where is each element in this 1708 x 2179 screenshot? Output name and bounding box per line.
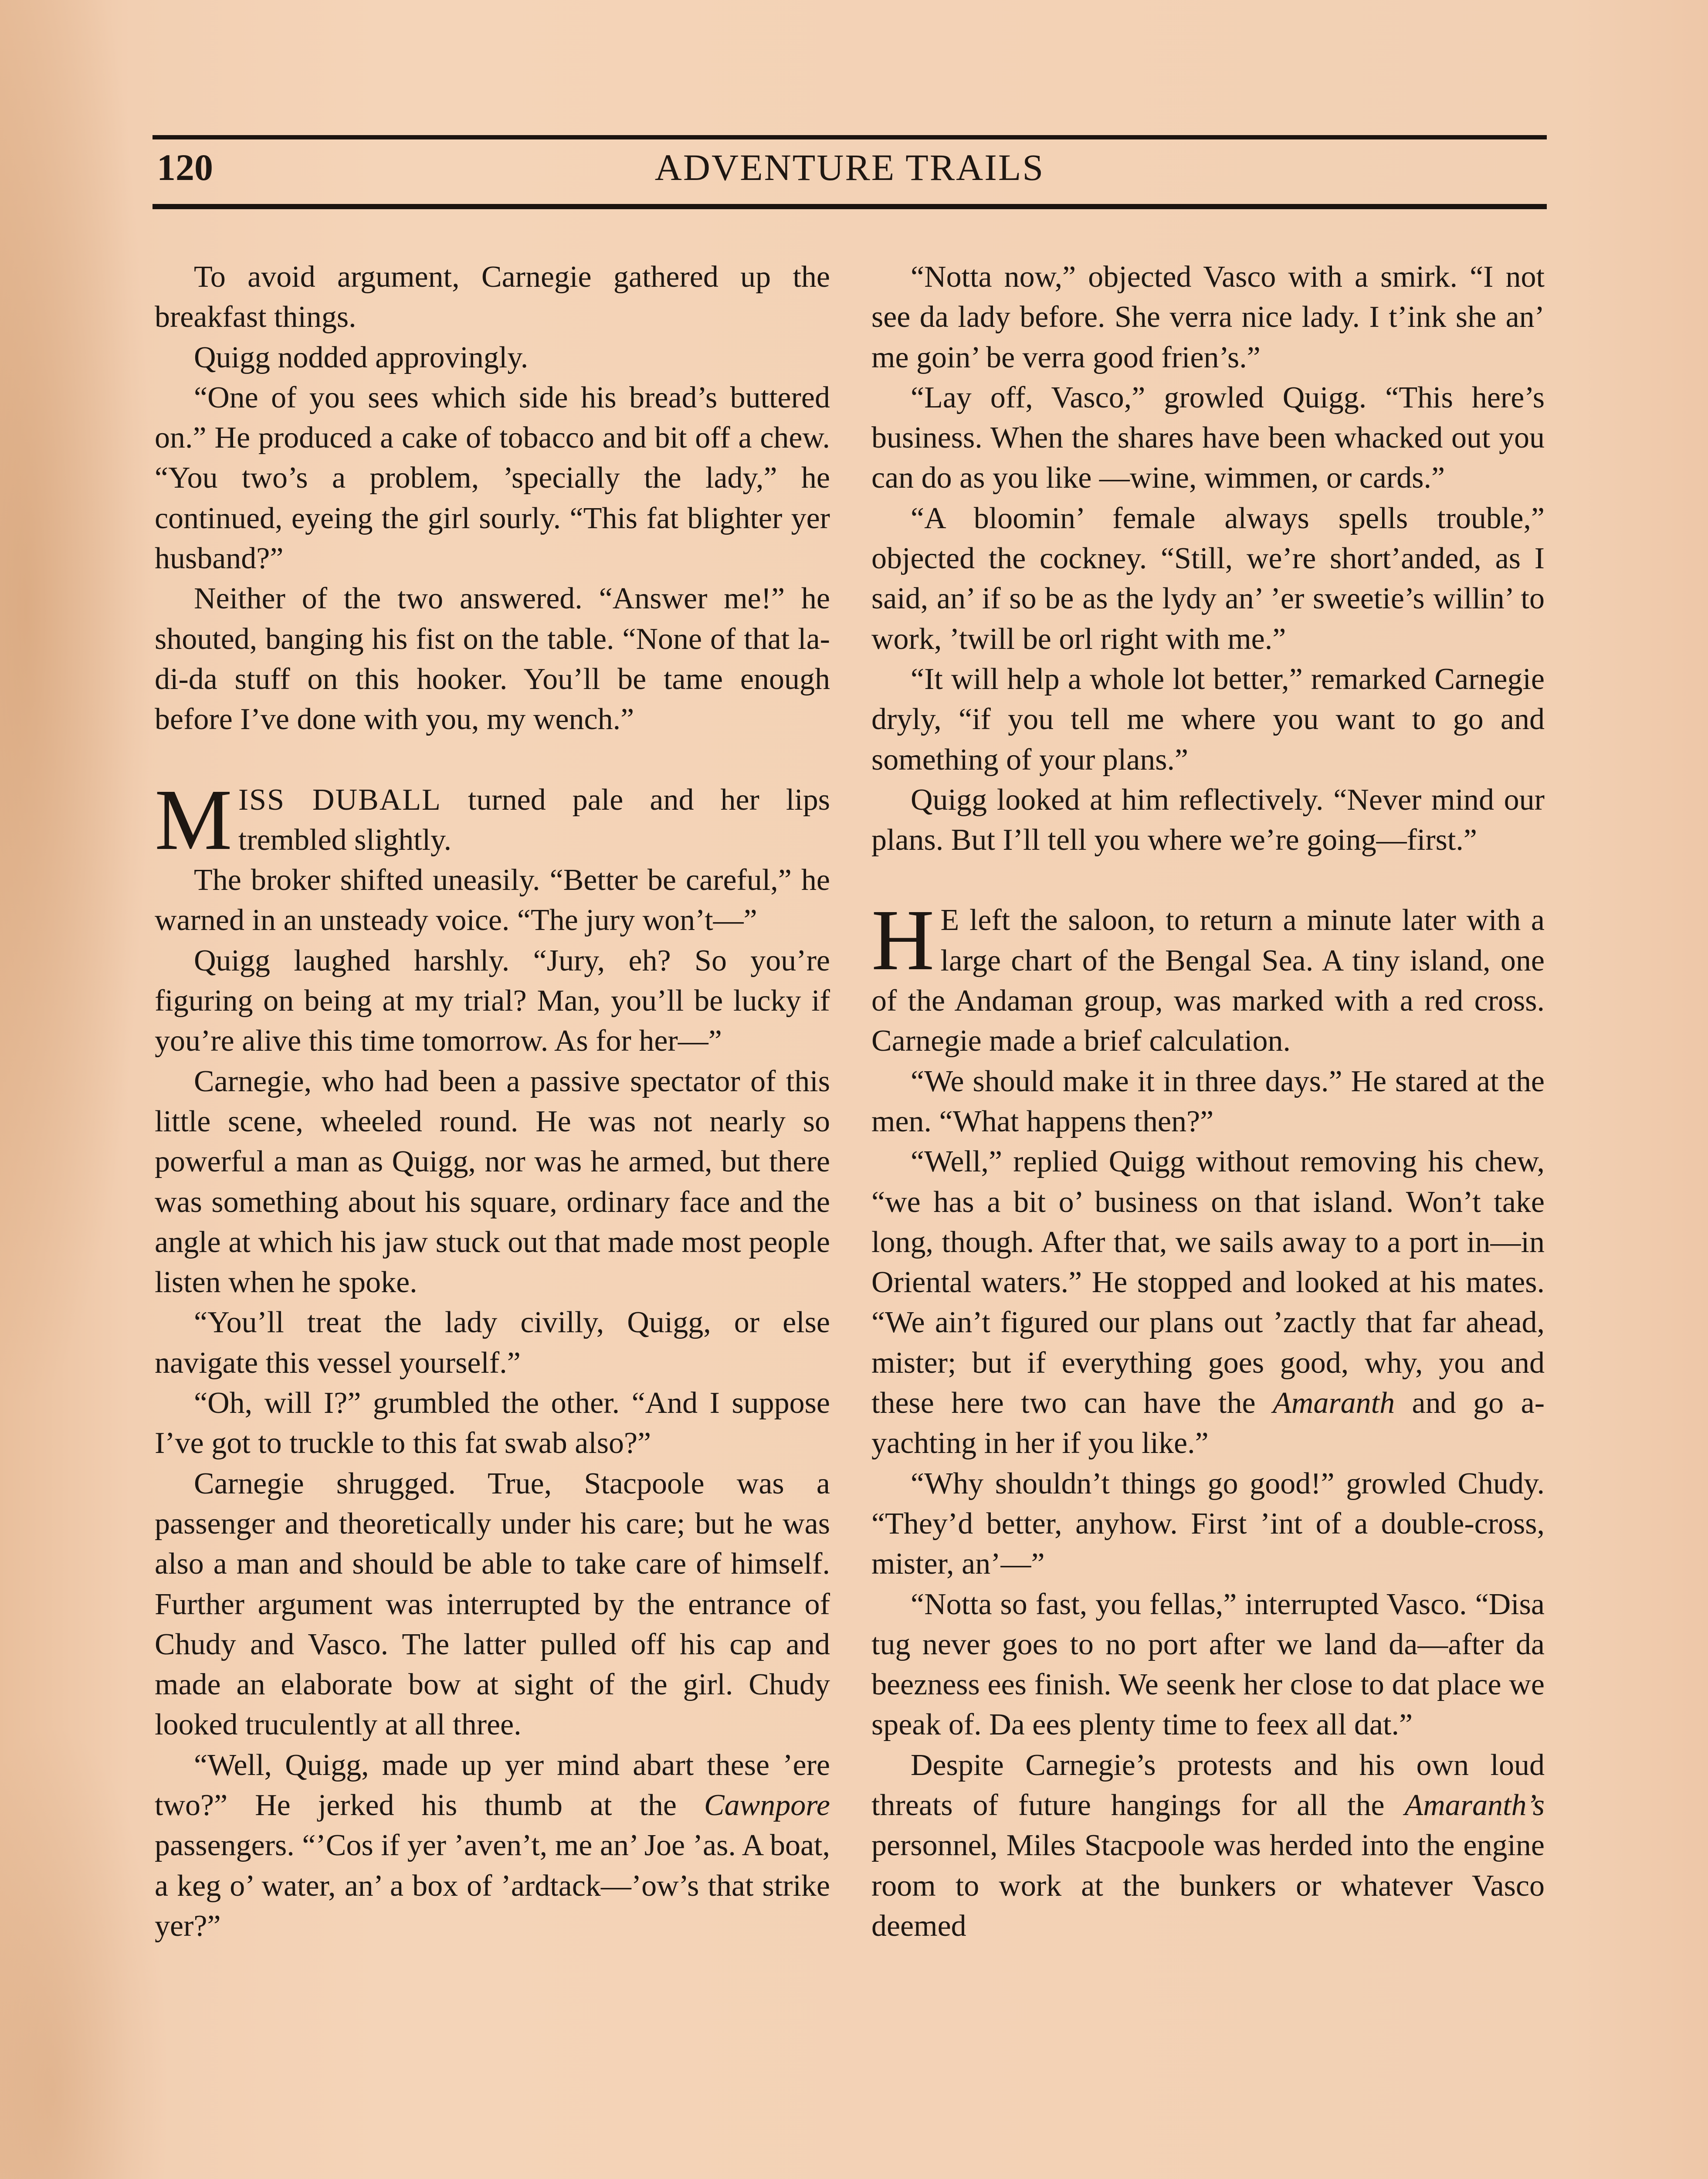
paragraph-text: E left the saloon, to return a minute later with a large chart of the Bengal Sea. A tiny island, one of the Andaman group, was marked with a red cross. Carnegie made a brief calculation.	[871, 903, 1545, 1058]
paragraph-text: “Well, Quigg, made up yer mind abart these ’ere two?” He jerked his thumb at the	[155, 1748, 830, 1822]
header-rule-bottom	[152, 204, 1547, 209]
paragraph-text: personnel, Miles Stacpoole was herded into the engine room to work at the bunkers or whatever Vasco deemed	[871, 1829, 1545, 1943]
drop-cap: M	[155, 771, 232, 868]
paragraph	[871, 1745, 1545, 1946]
section-opening-paragraph	[155, 771, 830, 868]
paragraph	[155, 1745, 830, 1946]
paragraph: “Notta now,” objected Vasco with a smirk. “I not see da lady before. She verra nice lady. I t’ink she an’ me goin’ be verra good frien’s.”	[871, 260, 1545, 374]
paragraph: “It will help a whole lot better,” remarked Carnegie dryly, “if you tell me where you want to go and something of your plans.”	[871, 662, 1545, 777]
paragraph: Quigg nodded approvingly.	[194, 340, 529, 374]
paragraph-text: and go a-yachting in her if you like.”	[871, 1386, 1545, 1460]
paragraph: “Oh, will I?” grumbled the other. “And I suppose I’ve got to truckle to this fat swab also?”	[155, 1386, 830, 1460]
paragraph: To avoid argument, Carnegie gathered up the breakfast things.	[155, 260, 830, 334]
section-opening-paragraph	[871, 892, 1545, 1061]
paragraph: Quigg laughed harshly. “Jury, eh? So you’re figuring on being at my trial? Man, you’ll be lucky if you’re alive this time tomorrow. As for her—”	[155, 944, 830, 1058]
ship-name-italic: Cawnpore	[704, 1788, 830, 1822]
section-break	[871, 860, 1545, 900]
right-column	[871, 257, 1545, 1946]
paragraph: Neither of the two answered. “Answer me!” he shouted, banging his fist on the table. “None of that la-di-da stuff on this hooker. You’ll be tame enough before I’ve done with you, my wench.”	[155, 582, 830, 737]
page-header	[152, 144, 1547, 196]
page-number: 120	[157, 146, 213, 188]
paragraph: “Lay off, Vasco,” growled Quigg. “This here’s business. When the shares have been whacked out you can do as you like —wine, wimmen, or cards.”	[871, 380, 1545, 495]
header-rule-top	[152, 135, 1547, 139]
small-caps-lead: ISS DUBALL	[238, 783, 441, 817]
section-break	[155, 740, 830, 780]
paragraph: “You’ll treat the lady civilly, Quigg, or else navigate this vessel yourself.”	[155, 1306, 830, 1380]
paragraph: “Notta so fast, you fellas,” interrupted Vasco. “Disa tug never goes to no port after we land da—after da beezness ees finish. We seenk her close to dat place we speak of. Da ees plenty time to feex all dat.”	[871, 1587, 1545, 1742]
paragraph: “A bloomin’ female always spells trouble,” objected the cockney. “Still, we’re short’anded, as I said, an’ if so be as the lydy an’ ’er sweetie’s willin’ to work, ’twill be orl right with me.”	[871, 501, 1545, 656]
paragraph: “Why shouldn’t things go good!” growled Chudy. “They’d better, anyhow. First ’int of a double-cross, mister, an’—”	[871, 1466, 1545, 1581]
paragraph-text: Despite Carnegie’s protests and his own loud threats of future hangings for all the	[871, 1748, 1545, 1822]
ship-name-italic: Amaranth’s	[1404, 1788, 1545, 1822]
paragraph: Quigg looked at him reflectively. “Never mind our plans. But I’ll tell you where we’re going—first.”	[871, 783, 1545, 857]
paragraph-text: turned pale and her lips trembled slightly.	[238, 783, 830, 857]
paragraph-text: passengers. “’Cos if yer ’aven’t, me an’ Joe ’as. A boat, a keg o’ water, an’ a box of ’ardtack—’ow’s that strike yer?”	[155, 1829, 830, 1943]
paragraph: “We should make it in three days.” He stared at the men. “What happens then?”	[871, 1064, 1545, 1138]
paragraph: Carnegie, who had been a passive spectator of this little scene, wheeled round. He was not nearly so powerful a man as Quigg, nor was he armed, but there was something about his square, ordinary face and the angle at which his jaw stuck out that made most people listen when he spoke.	[155, 1064, 830, 1300]
running-title: ADVENTURE TRAILS	[654, 146, 1045, 188]
paragraph: The broker shifted uneasily. “Better be careful,” he warned in an unsteady voice. “The jury won’t—”	[155, 863, 830, 937]
left-column	[155, 257, 830, 1946]
paragraph	[871, 1142, 1545, 1463]
paragraph: “One of you sees which side his bread’s buttered on.” He produced a cake of tobacco and bit off a chew. “You two’s a problem, ’specially the lady,” he continued, eyeing the girl sourly. “This fat blighter yer husband?”	[155, 380, 830, 576]
paragraph: Carnegie shrugged. True, Stacpoole was a passenger and theoretically under his care; but he was also a man and should be able to take care of himself. Further argument was interrupted by the entrance of Chudy and Vasco. The latter pulled off his cap and made an elaborate bow at sight of the girl. Chudy looked truculently at all three.	[155, 1466, 830, 1742]
paragraph-text: “Well,” replied Quigg without removing his chew, “we has a bit o’ business on that island. Won’t take long, though. After that, we sails away to a port in—in Oriental waters.” He stopped and looked at his mates. “We ain’t figured our plans out ’zactly that far ahead, mister; but if everything goes good, why, you and these here two can have the	[871, 1145, 1545, 1420]
drop-cap: H	[871, 892, 935, 989]
ship-name-italic: Amaranth	[1273, 1386, 1395, 1420]
